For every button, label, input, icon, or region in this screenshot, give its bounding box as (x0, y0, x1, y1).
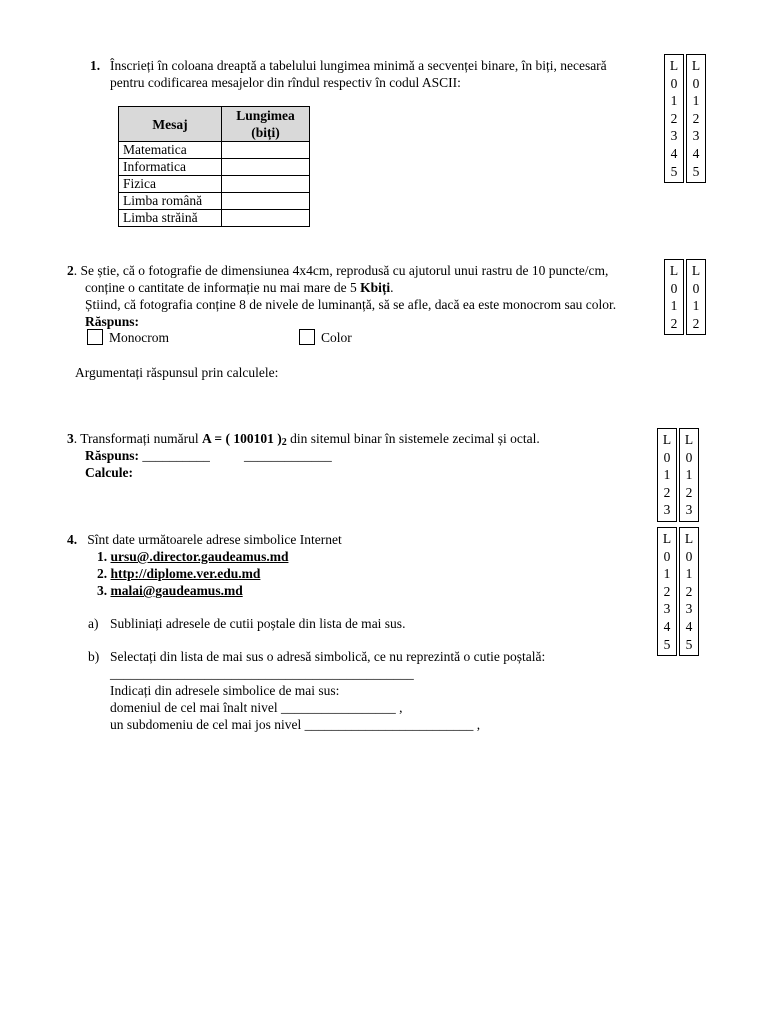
q3-line1: 3. Transformați numărul A = ( 100101 )2 din sitemul binar în sistemele zecimal și octal. (67, 431, 540, 448)
q4b-label: b) (88, 649, 100, 664)
score-value[interactable]: L (662, 432, 672, 447)
row-label: Matematica (119, 142, 222, 159)
q4-address-1[interactable]: 1. ursu@.director.gaudeamus.md (97, 549, 289, 564)
score-value[interactable]: 1 (685, 467, 693, 483)
score-value[interactable]: 5 (685, 636, 693, 652)
row-label: Limba română (119, 193, 222, 210)
header-mesaj: Mesaj (119, 107, 222, 142)
table-row (119, 142, 310, 159)
score-box-q2 (664, 259, 708, 335)
answer-cell[interactable] (222, 210, 310, 227)
score-value[interactable]: L (691, 263, 701, 278)
q3-answer: Răspuns: __________ (85, 448, 210, 463)
score-value[interactable]: 0 (663, 548, 671, 564)
q2-line2: conține o cantitate de informație nu mai mare de 5 Kbiți. (85, 280, 394, 295)
score-value[interactable]: 3 (670, 128, 678, 144)
q3-answer-blank2[interactable]: _____________ (244, 448, 332, 463)
score-box-q1 (664, 54, 708, 183)
score-value[interactable]: 2 (685, 583, 693, 599)
q4a-text: Subliniați adresele de cutii poștale din lista de mai sus. (110, 616, 406, 631)
score-value[interactable]: 0 (692, 75, 700, 91)
score-box-q3 (657, 428, 701, 522)
answer-cell[interactable] (222, 193, 310, 210)
answer-cell[interactable] (222, 142, 310, 159)
score-column (664, 54, 684, 183)
score-value[interactable]: 3 (663, 502, 671, 518)
q4-address-2[interactable]: 2. http://diplome.ver.edu.md (97, 566, 261, 581)
q4b-answer-line[interactable]: _____________________________________________ (110, 666, 414, 681)
q4-subdomain[interactable]: un subdomeniu de cel mai jos nivel _________________________ , (110, 717, 481, 732)
q2-answer-label: Răspuns: (85, 314, 140, 329)
table-row (119, 159, 310, 176)
q4-top-domain[interactable]: domeniul de cel mai înalt nivel _________________ , (110, 700, 403, 715)
score-value[interactable]: 3 (663, 601, 671, 617)
score-value[interactable]: 1 (685, 566, 693, 582)
score-value[interactable]: L (662, 531, 672, 546)
score-column (657, 527, 677, 656)
score-column (686, 54, 706, 183)
score-value[interactable]: 0 (692, 280, 700, 296)
monocrom-label: Monocrom (109, 330, 169, 345)
q2-line1: 2. Se știe, că o fotografie de dimensiunea 4x4cm, reprodusă cu ajutorul unui rastru de 10 puncte/cm, (67, 263, 609, 278)
score-value[interactable]: 4 (692, 145, 700, 161)
score-column (657, 428, 677, 522)
score-column (686, 259, 706, 335)
score-column (664, 259, 684, 335)
score-value[interactable]: L (684, 432, 694, 447)
score-box-q4 (657, 527, 701, 656)
score-value[interactable]: 3 (685, 502, 693, 518)
option-color[interactable] (299, 329, 352, 346)
monocrom-checkbox[interactable] (87, 329, 103, 345)
score-value[interactable]: L (669, 58, 679, 73)
q4-address-3[interactable]: 3. malai@gaudeamus.md (97, 583, 243, 598)
score-value[interactable]: L (691, 58, 701, 73)
score-value[interactable]: 1 (670, 298, 678, 314)
score-value[interactable]: 0 (670, 280, 678, 296)
q4-intro: 4. Sînt date următoarele adrese simbolice Internet (67, 532, 342, 547)
score-value[interactable]: 2 (685, 484, 693, 500)
header-lungimea: Lungimea (biți) (222, 107, 310, 142)
option-monocrom[interactable] (87, 329, 169, 346)
score-value[interactable]: 5 (670, 163, 678, 179)
score-value[interactable]: 3 (692, 128, 700, 144)
q1-number: 1. (90, 58, 101, 73)
score-value[interactable]: 1 (663, 566, 671, 582)
q4-indicate: Indicați din adresele simbolice de mai sus: (110, 683, 340, 698)
answer-cell[interactable] (222, 159, 310, 176)
score-value[interactable]: 2 (663, 484, 671, 500)
q4b-text: Selectați din lista de mai sus o adresă simbolică, ce nu reprezintă o cutie poștală: (110, 649, 546, 664)
score-value[interactable]: 4 (663, 618, 671, 634)
color-label: Color (321, 330, 352, 345)
score-value[interactable]: 5 (663, 636, 671, 652)
q2-line3: Știind, că fotografia conține 8 de nivele de luminanță, să se afle, dacă ea este monocrom sau color. (85, 297, 617, 312)
score-value[interactable]: 0 (670, 75, 678, 91)
score-value[interactable]: L (684, 531, 694, 546)
score-value[interactable]: 3 (685, 601, 693, 617)
table-row (119, 193, 310, 210)
answer-cell[interactable] (222, 176, 310, 193)
score-value[interactable]: 2 (670, 110, 678, 126)
score-value[interactable]: 2 (663, 583, 671, 599)
q4a-label: a) (88, 616, 99, 631)
q3-calc-label: Calcule: (85, 465, 133, 480)
row-label: Limba străină (119, 210, 222, 227)
score-value[interactable]: 1 (670, 93, 678, 109)
table-row (119, 210, 310, 227)
score-value[interactable]: 0 (663, 449, 671, 465)
score-value[interactable]: 1 (692, 93, 700, 109)
row-label: Fizica (119, 176, 222, 193)
score-value[interactable]: 0 (685, 449, 693, 465)
score-value[interactable]: 4 (685, 618, 693, 634)
score-value[interactable]: 2 (692, 315, 700, 331)
score-column (679, 428, 699, 522)
table-row (119, 176, 310, 193)
score-value[interactable]: 1 (692, 298, 700, 314)
score-value[interactable]: L (669, 263, 679, 278)
row-label: Informatica (119, 159, 222, 176)
score-column (679, 527, 699, 656)
score-value[interactable]: 0 (685, 548, 693, 564)
q1-line1: Înscrieți în coloana dreaptă a tabelului lungimea minimă a secvenței binare, în biți, necesară (110, 58, 607, 73)
score-value[interactable]: 2 (692, 110, 700, 126)
q2-argue: Argumentați răspunsul prin calculele: (75, 365, 279, 380)
color-checkbox[interactable] (299, 329, 315, 345)
q1-line2: pentru codificarea mesajelor din rîndul respectiv în codul ASCII: (110, 75, 461, 90)
score-value[interactable]: 2 (670, 315, 678, 331)
score-value[interactable]: 1 (663, 467, 671, 483)
message-table (118, 106, 310, 227)
score-value[interactable]: 4 (670, 145, 678, 161)
score-value[interactable]: 5 (692, 163, 700, 179)
